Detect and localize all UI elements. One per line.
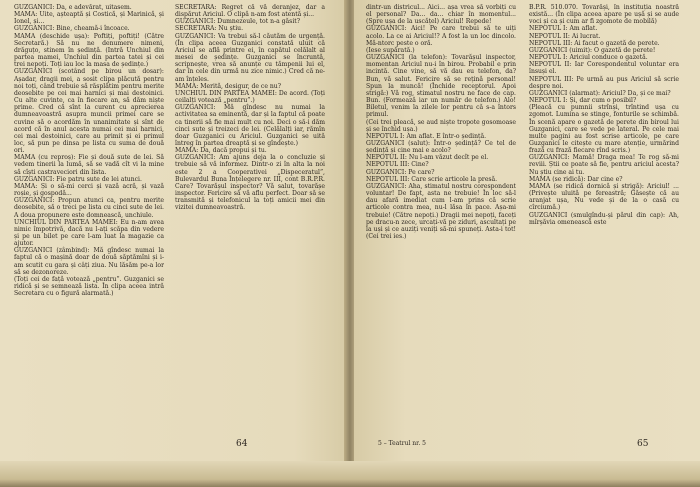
paragraph: UNCHIUL DIN PARTEA MAMEI: Eu n-am avea nimic împotrivă, dacă nu l-ați scăpa din vedere și pe un bilet pe care l-am luat la magazie ca ajutor. xyxy=(14,218,164,248)
paragraph: (Toți cei de față votează „pentru”. Guzganici se ridică și se semnează lista. În clipa aceea intră Secretara cu o figură alarmată.) xyxy=(14,275,164,298)
paragraph: GUZGANICI (scotând pe birou un dosar): Așadar, dragii mei, a sosit clipa plăcută pentru noi toți, când trebuie să răsplătim pentru merite deosebite pe cei mai harnici și mai destoinici. Cu alte cuvinte, ca în fiecare an, să dăm niște prime. Cred că sînt la curent cu aprecierea dumneavoastră asupra muncii primei care se cuvine să o acordăm în unanimitate și sînt de acord că în anul acesta numai cei mai harnici, cei mai destoinici, care au primit și ei primul loc, să pun pe dinsa pe lista cu suma de două ori. xyxy=(14,68,164,155)
paragraph: GUZGANICI: Va trebui să-l căutăm de urgență. (În clipa aceea Guzganici constată uluit că Ariciul se află printre ei, în capătul celălalt al mesei de ședințe. Guzganici se încruntă, scripnește, vrea să anunțe cu tămpenii lui el, dar în cele din urmă nu zice nimic.) Cred că ne-am înțeles. xyxy=(175,32,325,83)
paragraph: GUZGANICI: Bine, cheamă-i încoace. xyxy=(14,25,130,33)
paragraph: GUZGANICI: Aha, stimatul nostru corespondent voluntar! De fapt, asta ne trebuie! În loc să-l dau afară imediat cum l-am prins că scrie articole contra mea, nu-l lăsa în pace. Așa-mi trebuie! (Către nepoți.) Dragii mei nepoți, faceți pe dracu-n zece, urcați-vă pe ziduri, ascultați pe la uși și ce auziți veniți să-mi spuneți. Asta-i tot! (Cei trei ies.) xyxy=(366,182,516,240)
paragraph: GUZGANICI: Mamă! Draga mea! Te rog să-mi reviii. Știi ce poate să fie, pentru ariciul acesta? Nu știu cine ai tu. xyxy=(529,154,679,176)
paragraph: NEPOTUL III: Cine? xyxy=(366,161,429,169)
page-number-left: 64 xyxy=(236,439,248,449)
paragraph: GUZGANICI: Dumnezeule, tot n-a găsit? xyxy=(175,18,300,26)
paragraph: GUZGANICI (alarmat): Ariciul? Da, și ce mai? xyxy=(529,89,671,97)
page-number-right: 65 xyxy=(637,439,649,449)
paragraph: MAMA: Uite, așteaptă și Costică, și Marinică, și Ionel, și... xyxy=(14,11,164,26)
paragraph: NEPOTUL III: Ai facut o gazetă de perete. xyxy=(529,39,660,47)
paragraph: NEPOTUL II: Iar Corespondentul voluntar era însuși el. xyxy=(529,61,679,76)
paragraph: B.P.R. 510.070. Tovarăși, în instituția noastră există... (În clipa aceea apare pe ușă și se aude voci și ca și cum ar fi zgomote de mobilă) xyxy=(529,4,679,26)
left-page-column-2 xyxy=(175,4,325,424)
paragraph: GUZGANICI: Propun atunci ca, pentru merite deosebite, să o treci pe lista cu cinci sute de lei. A doua propunere este domnească, unchiule. xyxy=(14,197,164,219)
page-footer: 5 – Teatrul nr. 5 xyxy=(378,440,426,447)
paragraph: GUZGANICI: Da, e adevărat, uitasem. xyxy=(14,4,132,11)
paragraph: GUZGANICI: Pe care? xyxy=(366,168,435,176)
right-page xyxy=(354,0,700,487)
paragraph: GUZGANICI (la telefon): Tovarășul inspector, momentan Ariciul nu-i în birou. Probabil e prin incintă. Cine vine, să vă dau eu telefon, da? Bun, vă salut. Fericire să se rețină personal! Spun la muncă! (Închide receptorul. Apoi strigă:) Vă rog, stimatul nostru ne face de cap. Bun. (Formează iar un număr de telefon.) Alo! Biletul, venim la zilele lor pentru că s-a întors primul. xyxy=(366,54,516,119)
paragraph: GUZGANICI (salut): Într-o ședință? Ce tel de ședință și cine mai e acolo? xyxy=(366,139,516,155)
paragraph: NEPOTUL I: Și, dar cum o posibil? xyxy=(529,97,637,105)
paragraph: NEPOTUL II: Nu l-am văzut decît pe el. xyxy=(366,154,489,162)
paragraph: MAMA: Și o să-mi cerci și vază acră, și vază roșie, și gospodă... xyxy=(14,182,164,198)
paragraph: GUZGANICI (uimit): O gazetă de perete! xyxy=(529,46,656,54)
paragraph: (Cei trei pleacă, se aud niște tropote gosomoase și se închid ușa.) xyxy=(366,118,516,133)
paragraph: MAMA: Da, dacă propui și tu. xyxy=(175,147,267,155)
paragraph: NEPOTUL III: Care scrie articole la presă. xyxy=(366,175,498,183)
paragraph: MAMA: Merită, desigur, de ce nu? xyxy=(175,82,281,90)
paragraph: GUZGANICI: Am ajuns deja la o concluzie și trebuie să vă informez. Dintr-o zi în alta la noi este 2 a Cooperativei „Dispeceratul”, Bulevardul Buna Înțelegere nr. III, cont B.R.P.R. Care? Tovarășul inspector? Vă salut, tovarășe inspector. Fericire să vă aflu perfect. Doar să se transmită și telefonicul la toți amicii mei din vizitei dumneavoastră. xyxy=(175,154,325,212)
paragraph: SECRETARA: Regret că vă deranjez, dar a dispărut Ariciul. O clipă n-am fost atentă și... xyxy=(175,4,325,19)
paragraph: GUZGANICI: Aici! Pe care trebui să te uiți acolo. La ce ai Ariciul!? A fost la un loc dincolo. Mă-ntorc peste o oră. xyxy=(366,25,516,47)
page-bottom-edge xyxy=(0,461,700,487)
paragraph: NEPOTUL II: Ai lucrat. xyxy=(529,32,601,40)
paragraph: GUZGANICI (zâmbind): Mă gîndesc numai la faptul că o mașină doar de două săptămîni și i-am scutit cu gara și câți ziua. Nu lăsăm pe-a lor să se dezonoreze. xyxy=(14,247,164,276)
paragraph: MAMA (deschide ușa): Poftiți, poftiți! (Către Secretară.) Să nu ne denumere nimeni, drăguțo, stinem în ședință. (Intră Unchiul din partea mamei, Unchiul din partea tatei și cei trei nepoți. Toți iau loc la masa de ședințe.) xyxy=(14,32,164,69)
right-page-column-1 xyxy=(366,4,516,424)
paragraph: SECRETARA: Nu știu. xyxy=(175,25,244,33)
paragraph: dintr-un districul... Aici... așa vrea să vorbiți cu el personal? Da... da... chiar în momentul... (Spre ușa de la uscățel) Ariciul! Repede! xyxy=(366,4,516,26)
paragraph: MAMA (se ridică): Dar cine e? xyxy=(529,175,623,183)
paragraph: NEPOTUL I: Am aflat. xyxy=(529,25,598,33)
paragraph: GUZGANICI (smulgîndu-și părul din cap): Ah, mîrșăvia omenească este xyxy=(529,211,679,226)
paragraph: (Pleacă cu pumnii strînși, trîntind ușa cu zgomot. Lumina se stinge, fonturile se schimbă. În scenă apare o gazetă de perete din biroul lui Guzganici, care se vede pe lateral. Pe cele mai multe pagini au fost scrise articole, pe care Guzganici le citește cu mare atenție, urmărind frază cu frază fiecare rînd scris.) xyxy=(529,104,679,155)
paragraph: UNCHIUL DIN PARTEA MAMEI: De acord. (Toți ceilalți votează „pentru”.) xyxy=(175,89,325,105)
right-page-column-2 xyxy=(529,4,679,424)
paragraph: NEPOTUL I: Ariciul conduce o gazetă. xyxy=(529,54,648,62)
paragraph: MAMA (cu reproș): Fie și două sute de lei. Să vedem tinerii la lumă, să se vadă cît vi la mine să cîști castraveciori din lista. xyxy=(14,154,164,176)
paragraph: MAMA (se ridică dornică și strigă): Ariciul! ... (Privește uluită pe fereastră; Găsește că au aranjat ușa, Nu vede și de la o casă cu cîrciumă.) xyxy=(529,182,679,212)
left-page-column-1 xyxy=(14,4,164,424)
paragraph: NEPOTUL III: Pe urmă au pus Ariciul să scrie despre noi. xyxy=(529,75,679,90)
paragraph: GUZGANICI: Fie patru sute de lei atunci. xyxy=(14,175,142,183)
paragraph: NEPOTUL I: Am aflat. E într-o ședință. xyxy=(366,132,487,140)
paragraph: (Iese supărată.) xyxy=(366,46,415,54)
paragraph: GUZGANICI: Mă gîndesc nu numai la activitatea sa eminentă, dar și la faptul că poate ca tinerii să fie mai mult cu noi. Deci o să-i dăm cinci sute și treizeci de lei. (Celălalți iar, rămîn doar Guzganici cu Ariciul. Guzganici se uită întreg în partea dreaptă și se gîndește.) xyxy=(175,104,325,147)
left-page xyxy=(0,0,346,487)
